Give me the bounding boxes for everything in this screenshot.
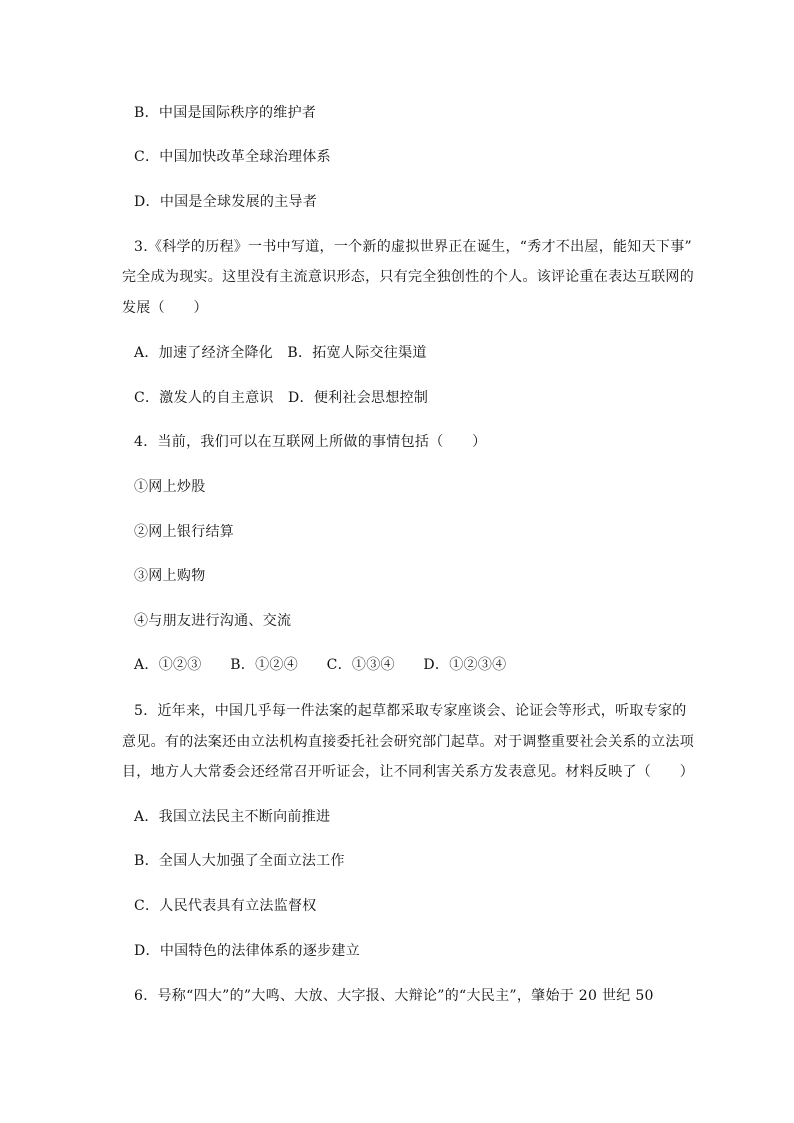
q4-item-3: ③网上购物 bbox=[134, 568, 206, 584]
q6-stem-line1: 6．号称“四大”的”大鸣、大放、大字报、大辩论”的“大民主”，肇始于 20 世纪 50 bbox=[134, 988, 654, 1004]
q5-option-d: D．中国特色的法律体系的逐步建立 bbox=[134, 943, 361, 959]
q4-item-4: ④与朋友进行沟通、交流 bbox=[134, 613, 292, 629]
q2-option-c: C．中国加快改革全球治理体系 bbox=[134, 149, 331, 165]
q3-options-ab: A．加速了经济全降化 B．拓宽人际交往渠道 bbox=[134, 345, 427, 361]
q5-option-a: A．我国立法民主不断向前推进 bbox=[134, 809, 331, 825]
q3-options-cd: C．激发人的自主意识 D．便利社会思想控制 bbox=[134, 390, 429, 406]
q2-option-b: B．中国是国际秩序的维护者 bbox=[134, 105, 317, 121]
q3-stem-line2: 完全成为现实。这里没有主流意识形态，只有完全独创性的个人。该评论重在表达互联网的 bbox=[122, 269, 694, 285]
q2-option-d: D．中国是全球发展的主导者 bbox=[134, 194, 318, 210]
q4-stem: 4．当前，我们可以在互联网上所做的事情包括（ ） bbox=[134, 434, 487, 450]
q5-stem-line2: 意见。有的法案还由立法机构直接委托社会研究部门起草。对于调整重要社会关系的立法项 bbox=[122, 734, 694, 750]
q5-option-b: B．全国人大加强了全面立法工作 bbox=[134, 853, 345, 869]
q5-stem-line1: 5．近年来，中国几乎每一件法案的起草都采取专家座谈会、论证会等形式，听取专家的 bbox=[134, 703, 687, 719]
q4-item-2: ②网上银行结算 bbox=[134, 524, 235, 540]
q3-stem-line3: 发展（ ） bbox=[122, 300, 208, 316]
q5-option-c: C．人民代表具有立法监督权 bbox=[134, 898, 317, 914]
q3-stem-line1: 3.《科学的历程》一书中写道，一个新的虚拟世界正在诞生，“秀才不出屋，能知天下事” bbox=[134, 239, 692, 255]
q4-item-1: ①网上炒股 bbox=[134, 479, 206, 495]
q5-stem-line3: 目，地方人大常委会还经常召开听证会，让不同利害关系方发表意见。材料反映了（ ） bbox=[122, 764, 694, 780]
q4-options: A．①②③ B．①②④ C．①③④ D．①②③④ bbox=[134, 657, 507, 673]
